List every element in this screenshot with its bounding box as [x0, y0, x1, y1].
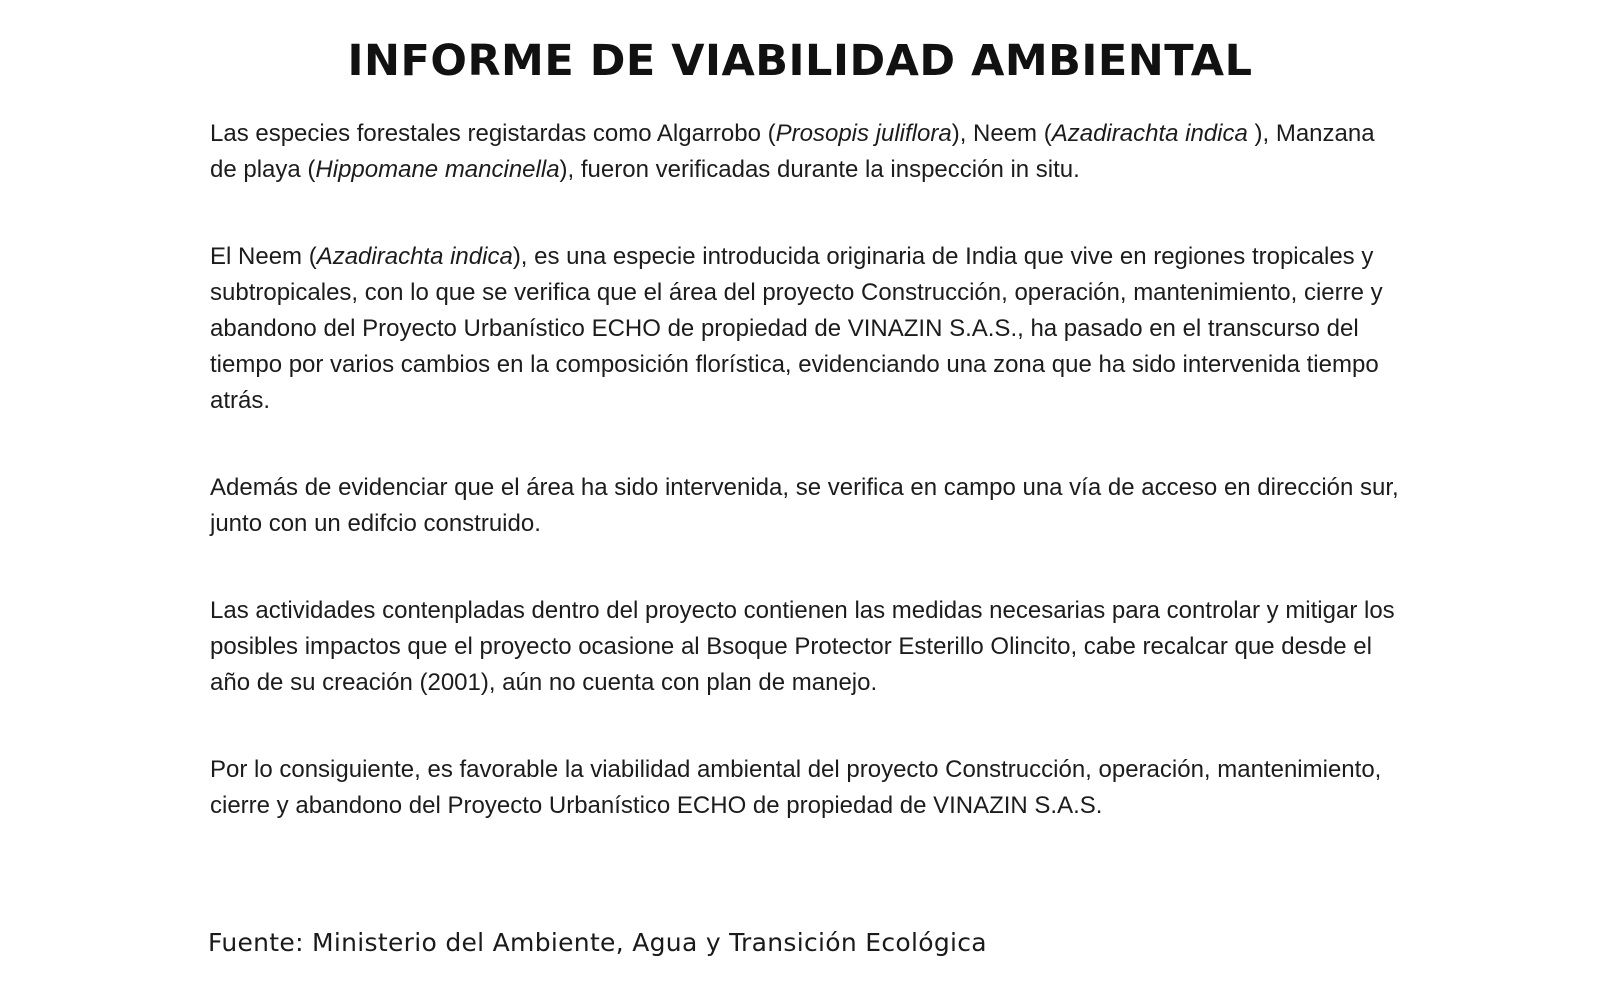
species-name: Azadirachta indica [1051, 120, 1248, 147]
text-segment: ), Neem ( [951, 120, 1052, 147]
paragraph-access-road [210, 470, 1400, 542]
text-segment: Además de evidenciar que el área ha sido intervenida, se verifica en campo una vía de acceso en dirección sur, junto con un edifcio construido. [210, 474, 1399, 537]
text-segment: El Neem ( [210, 243, 317, 270]
source-caption: Fuente: Ministerio del Ambiente, Agua y Transición Ecológica [208, 928, 987, 957]
text-segment: Por lo consiguiente, es favorable la viabilidad ambiental del proyecto Construcción, operación, mantenimiento, cierre y abandono del Proyecto Urbanístico ECHO de propiedad de VINAZIN S.A.S. [210, 756, 1382, 819]
species-name: Hippomane mancinella [315, 156, 560, 183]
text-segment: Las actividades contenpladas dentro del proyecto contienen las medidas necesarias para controlar y mitigar los posibles impactos que el proyecto ocasione al Bsoque Protector Esterillo Olincito, cabe recalcar que desde el año de su creación (2001), aún no cuenta con plan de manejo. [210, 597, 1395, 696]
text-segment: Las especies forestales registardas como Algarrobo ( [210, 120, 776, 147]
paragraph-species-registered [210, 116, 1400, 188]
document-title: INFORME DE VIABILIDAD AMBIENTAL [347, 36, 1253, 86]
text-segment: ), Manzana de playa ( [210, 120, 1375, 183]
species-name: Azadirachta indica [316, 243, 513, 270]
species-name: Prosopis juliflora [775, 120, 952, 147]
paragraph-conclusion [210, 752, 1400, 824]
text-segment: ), fueron verificadas durante la inspección in situ. [559, 156, 1080, 183]
paragraph-mitigation-measures [210, 593, 1400, 701]
paragraph-neem-description [210, 239, 1400, 419]
text-segment: ), es una especie introducida originaria de India que vive en regiones tropicales y subtropicales, con lo que se verifica que el área del proyecto Construcción, operación, mantenimiento, cierre y abandono del Proyecto Urbanístico ECHO de propiedad de VINAZIN S.A.S., ha pasado en el transcurso del tiempo por varios cambios en la composición florística, evidenciando una zona que ha sido intervenida tiempo atrás. [210, 243, 1383, 414]
report-body [210, 116, 1400, 824]
